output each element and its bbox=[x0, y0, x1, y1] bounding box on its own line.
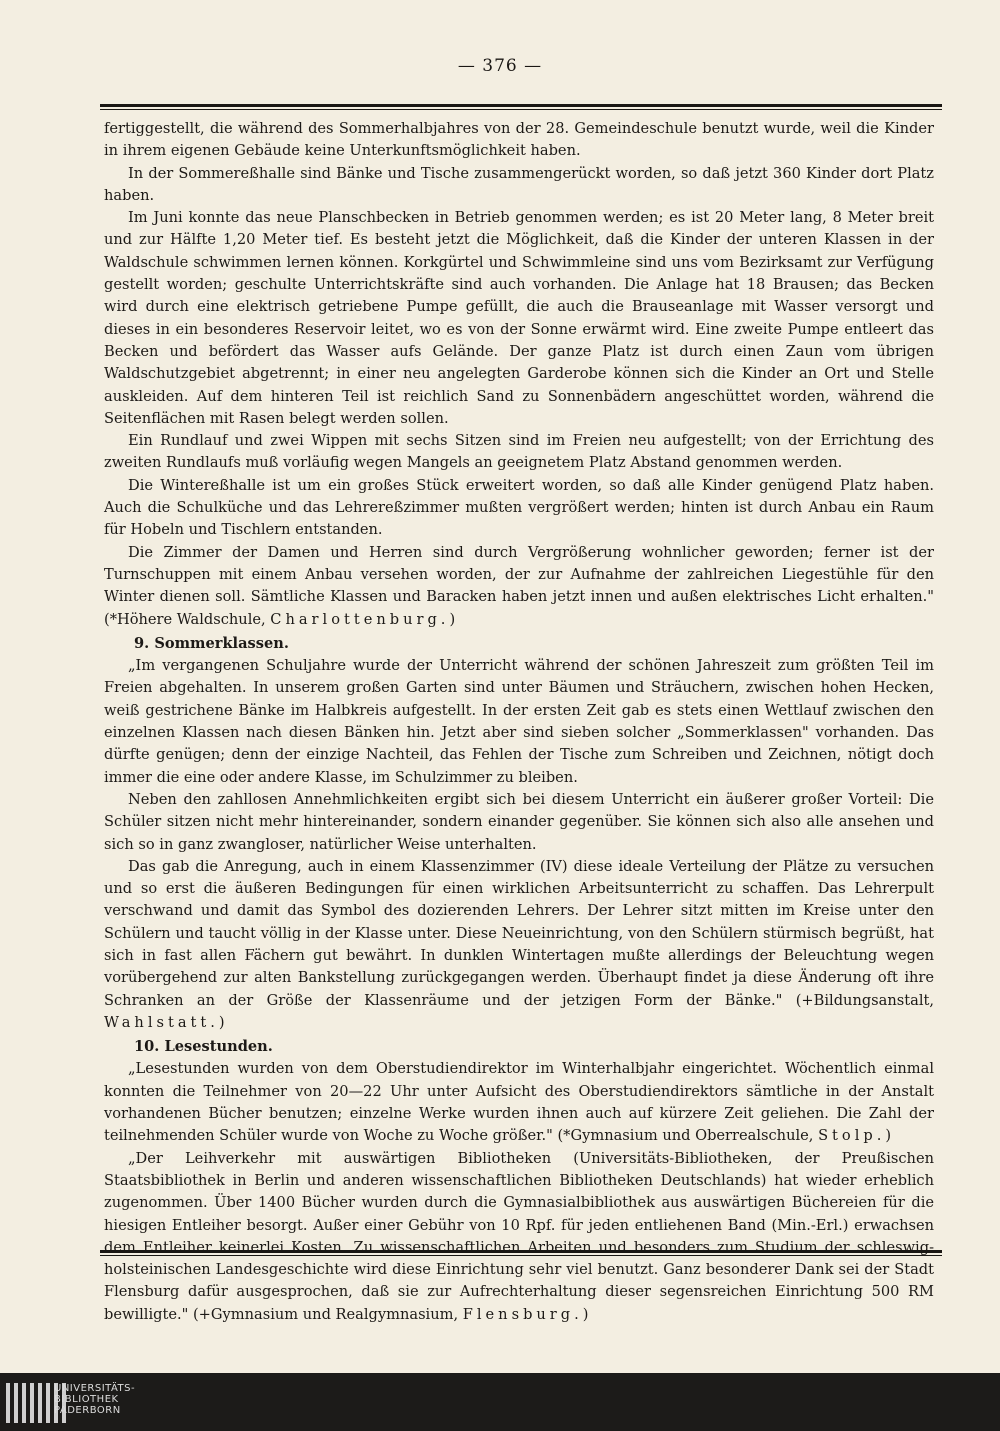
source-place: Charlottenburg.) bbox=[270, 610, 460, 628]
paragraph: Die Zimmer der Damen und Herren sind durch Vergrößerung wohnlicher geworden; ferner ist der Turnschuppen mit einem Anbau versehen worden, der zur Aufnahme der zahlreichen Liegestühle für den Winter dienen soll. Sämtliche Klassen und Baracken haben jetzt innen und außen elektrisches Licht erhalten." (*Höhere Waldschule, Charlottenburg.) bbox=[104, 543, 934, 628]
section-heading-sommerklassen: 9. Sommerklassen. bbox=[134, 634, 289, 652]
paragraph: „Der Leihverkehr mit auswärtigen Bibliotheken (Universitäts-Bibliotheken, der Preußischen Staatsbibliothek in Berlin und anderen wissenschaftlichen Bibliotheken Deutschlands) hat wieder erheblich zugenommen. Über 1400 Bücher wurden durch die Gymnasialbibliothek aus auswärtigen Büchereien für die hiesigen Entleiher besorgt. Außer einer Gebühr von 10 Rpf. für jeden entliehenen Band (Min.-Erl.) erwachsen dem Entleiher keinerlei Kosten. Zu wissenschaftlichen Arbeiten und besonders zum Studium der schleswig-holsteinischen Landesgeschichte wird diese Einrichtung sehr viel benutzt. Ganz besonderer Dank sei der Stadt Flensburg dafür ausgesprochen, daß sie zur Aufrechterhaltung dieser segensreichen Einrichtung 500 RM bewilligte." (+Gymnasium und Realgymnasium, Flensburg.) bbox=[104, 1149, 934, 1323]
page-body bbox=[104, 118, 934, 1326]
paragraph: fertiggestellt, die während des Sommerhalbjahres von der 28. Gemeindeschule benutzt wurde, weil die Kinder in ihrem eigenen Gebäude keine Unterkunftsmöglichkeit haben. bbox=[104, 120, 934, 160]
section-heading-lesestunden: 10. Lesestunden. bbox=[134, 1038, 273, 1056]
paragraph: Das gab die Anregung, auch in einem Klassenzimmer (IV) diese ideale Verteilung der Plätze zu versuchen und so erst die äußeren Bedingungen für einen wirklichen Arbeitsunterricht zu schaffen. Das Lehrerpult verschwand und damit das Symbol des dozierenden Lehrers. Der Lehrer sitzt mitten im Kreise unter den Schülern und taucht völlig in der Klasse unter. Diese Neueinrichtung, von den Schülern stürmisch begrüßt, hat sich in fast allen Fächern gut bewährt. In dunklen Wintertagen mußte allerdings der Beleuchtung wegen vorübergehend zur alten Bankstellung zurückgegangen werden. Überhaupt findet ja diese Änderung oft ihre Schranken an der Größe der Klassenräume und der jetzigen Form der Bänke." (+Bildungsanstalt, Wahlstatt.) bbox=[104, 857, 934, 1031]
paragraph: „Lesestunden wurden von dem Oberstudiendirektor im Winterhalbjahr eingerichtet. Wöchentlich einmal konnten die Teilnehmer von 20—22 Uhr unter Aufsicht des Oberstudiendirektors sämtliche in der Anstalt vorhandenen Bücher benutzen; einzelne Werke wurden ihnen auch auf kürzere Zeit geliehen. Die Zahl der teilnehmenden Schüler wurde von Woche zu Woche größer." (*Gymnasium und Oberrealschule, Stolp.) bbox=[104, 1060, 934, 1145]
paragraph: Ein Rundlauf und zwei Wippen mit sechs Sitzen sind im Freien neu aufgestellt; von der Errichtung des zweiten Rundlaufs muß vorläufig wegen Mangels an geeignetem Platz Abstand genommen werden. bbox=[104, 432, 934, 472]
top-double-rule bbox=[100, 104, 942, 110]
paragraph: Neben den zahllosen Annehmlichkeiten ergibt sich bei diesem Unterricht ein äußerer großer Vorteil: Die Schüler sitzen nicht mehr hintereinander, sondern einander gegenüber. Sie können sich also alle ansehen und sich so in ganz zwangloser, natürlicher Weise unterhalten. bbox=[104, 790, 934, 853]
paragraph: Im Juni konnte das neue Planschbecken in Betrieb genommen werden; es ist 20 Meter lang, 8 Meter breit und zur Hälfte 1,20 Meter tief. Es besteht jetzt die Möglichkeit, daß die Kinder der unteren Klassen in der Waldschule schwimmen lernen können. Korkgürtel und Schwimmleine sind uns vom Bezirksamt zur Verfügung gestellt worden; geschulte Unterrichtskräfte sind auch vorhanden. Die Anlage hat 18 Brausen; das Becken wird durch eine elektrisch getriebene Pumpe gefüllt, die auch die Brauseanlage mit Wasser versorgt und dieses in ein besonderes Reservoir leitet, wo es von der Sonne erwärmt wird. Eine zweite Pumpe entleert das Becken und befördert das Wasser aufs Gelände. Der ganze Platz ist durch einen Zaun vom übrigen Waldschutzgebiet abgetrennt; in einer neu angelegten Garderobe können sich die Kinder an Ort und Stelle auskleiden. Auf dem hinteren Teil ist reichlich Sand zu Sonnenbädern angeschüttet worden, während die Seitenflächen mit Rasen belegt werden sollen. bbox=[104, 209, 934, 427]
library-watermark-text: UNIVERSITÄTS- BIBLIOTHEK PADERBORN bbox=[54, 1383, 136, 1416]
paragraph: In der Sommereßhalle sind Bänke und Tische zusammengerückt worden, so daß jetzt 360 Kinder dort Platz haben. bbox=[104, 164, 934, 204]
bottom-double-rule bbox=[100, 1250, 942, 1256]
library-watermark-bar bbox=[0, 1373, 1000, 1431]
paragraph: Die Wintereßhalle ist um ein großes Stück erweitert worden, so daß alle Kinder genügend Platz haben. Auch die Schulküche und das Lehrereßzimmer mußten vergrößert werden; hinten ist durch Anbau ein Raum für Hobeln und Tischlern entstanden. bbox=[104, 476, 934, 539]
source-place: Wahlstatt.) bbox=[104, 1013, 229, 1031]
source-place: Stolp.) bbox=[818, 1127, 896, 1145]
page-number: — 376 — bbox=[457, 56, 543, 76]
paragraph: „Im vergangenen Schuljahre wurde der Unterricht während der schönen Jahreszeit zum größten Teil im Freien abgehalten. In unserem großen Garten sind unter Bäumen und Sträuchern, zwischen hohen Hecken, weiß gestrichene Bänke im Halbkreis aufgestellt. In der ersten Zeit gab es stets einen Wettlauf zwischen den einzelnen Klassen nach diesen Bänken hin. Jetzt aber sind sieben solcher „Sommerklassen" vorhanden. Das dürfte genügen; denn der einzige Nachteil, das Fehlen der Tische zum Schreiben und Zeichnen, nötigt doch immer die eine oder andere Klasse, im Schulzimmer zu bleiben. bbox=[104, 657, 934, 786]
source-place: Flensburg.) bbox=[462, 1305, 593, 1323]
